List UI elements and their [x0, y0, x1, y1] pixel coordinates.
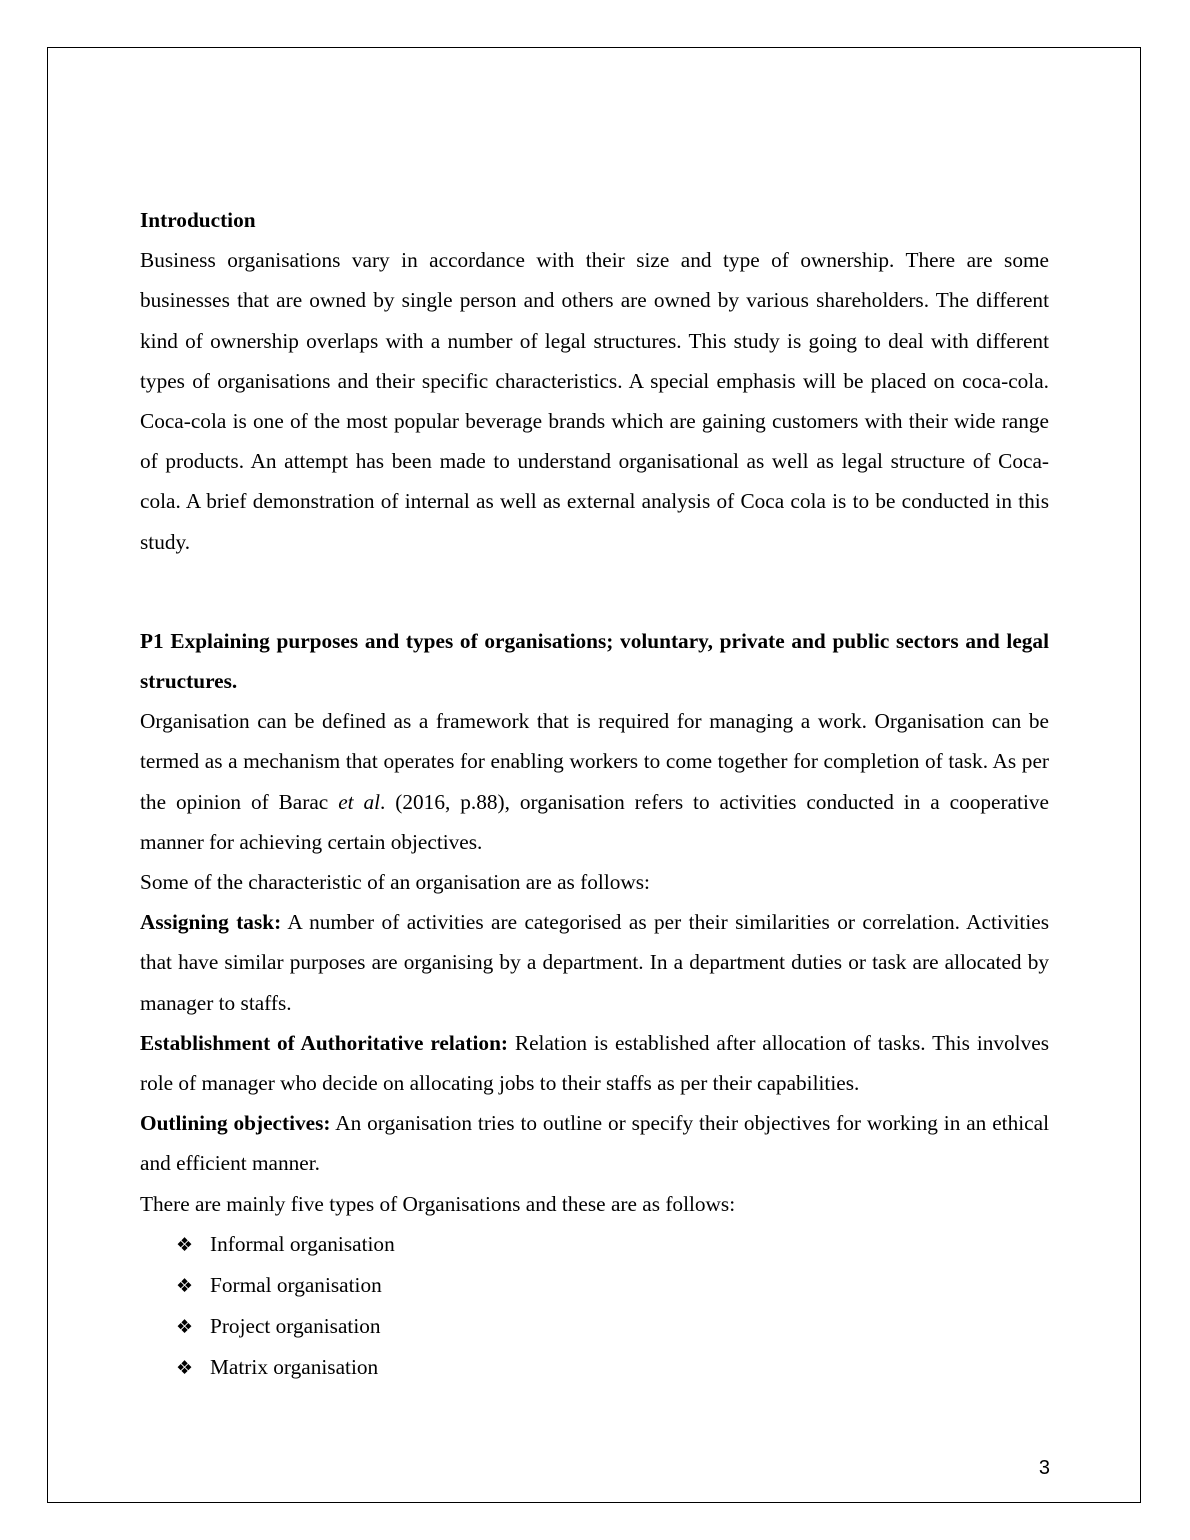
definition-text-part1: Organisation can be defined as a framework that is required for managing a work. Organisation can be termed as a mechanism that operates for enabling workers to come together for completion of task. As per the opinion of Barac	[140, 709, 1049, 814]
list-item-label: Informal organisation	[210, 1231, 395, 1256]
organisation-types-list	[140, 1224, 1049, 1389]
diamond-bullet-icon: ❖	[176, 1233, 194, 1256]
definition-paragraph	[140, 701, 1049, 862]
page-number: 3	[1038, 1457, 1050, 1479]
characteristics-intro: Some of the characteristic of an organisation are as follows:	[140, 870, 650, 895]
p1-heading: P1 Explaining purposes and types of organisations; voluntary, private and public sectors and legal structures.	[140, 628, 1049, 694]
list-item	[176, 1306, 1049, 1347]
diamond-bullet-icon: ❖	[176, 1275, 194, 1298]
intro-paragraph: Business organisations vary in accordance with their size and type of ownership. There are some businesses that are owned by single person and others are owned by various shareholders. The different kind of ownership overlaps with a number of legal structures. This study is going to deal with different types of organisations and their specific characteristics. A special emphasis will be placed on coca-cola. Coca-cola is one of the most popular beverage brands which are gaining customers with their wide range of products. An attempt has been made to understand organisational as well as legal structure of Coca-cola. A brief demonstration of internal as well as external analysis of Coca cola is to be conducted in this study.	[140, 248, 1049, 554]
list-item-label: Project organisation	[210, 1314, 381, 1339]
diamond-bullet-icon: ❖	[176, 1357, 194, 1380]
diamond-bullet-icon: ❖	[176, 1316, 194, 1339]
intro-heading: Introduction	[140, 208, 256, 232]
characteristic-text: An organisation tries to outline or specify their objectives for working in an ethical and efficient manner.	[140, 1111, 1049, 1176]
characteristic-term: Establishment of Authoritative relation:	[140, 1030, 509, 1055]
list-item-label: Formal organisation	[210, 1273, 382, 1298]
list-item	[176, 1347, 1049, 1388]
characteristic-term: Outlining objectives:	[140, 1111, 331, 1136]
characteristic-authoritative-relation	[140, 1023, 1049, 1103]
list-item	[176, 1265, 1049, 1306]
document-body	[140, 200, 1049, 1389]
types-intro: There are mainly five types of Organisations and these are as follows:	[140, 1191, 736, 1216]
characteristic-assigning-task	[140, 902, 1049, 1023]
characteristic-term: Assigning task:	[140, 910, 282, 935]
definition-citation-italic: et al	[338, 789, 381, 814]
section-spacer	[140, 562, 1049, 621]
list-item-label: Matrix organisation	[210, 1355, 379, 1380]
list-item	[176, 1224, 1049, 1265]
characteristic-text: A number of activities are categorised as per their similarities or correlation. Activities that have similar purposes are organising by a department. In a department duties or task are allocated by manager to staffs.	[140, 910, 1049, 1015]
characteristic-text: Relation is established after allocation of tasks. This involves role of manager who decide on allocating jobs to their staffs as per their capabilities.	[140, 1030, 1049, 1096]
definition-text-part2: . (2016, p.88), organisation refers to activities conducted in a cooperative manner for achieving certain objectives.	[140, 789, 1049, 854]
characteristic-outlining-objectives	[140, 1103, 1049, 1183]
